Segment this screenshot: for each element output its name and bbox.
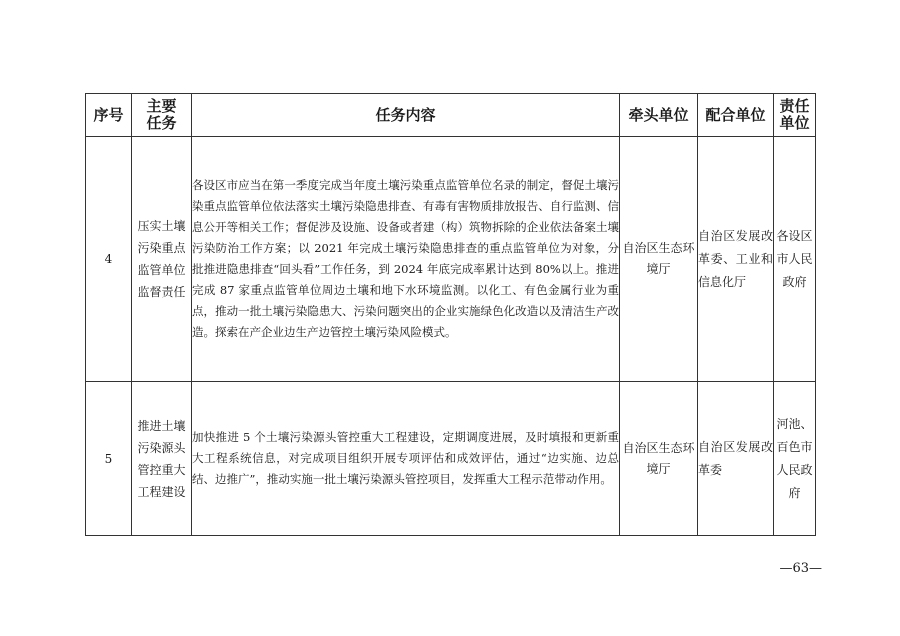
task-content: 各设区市应当在第一季度完成当年度土壤污染重点监管单位名录的制定，督促土壤污染重点监管单位依法落实土壤污染隐患排查、有毒有害物质排放报告、自行监测、信息公开等相关工作；督促涉及设施、设备或者建（构）筑物拆除的企业依法备案土壤污染防治工作方案；以 2021 年完成土壤污染隐患排查的重点监管单位为对象，分批推进隐患排查“回头看”工作任务，到 2024 年底完成率累计达到 80%以上。推进完成 87 家重点监管单位周边土壤和地下水环境监测。以化工、有色金属行业为重点，推动一批土壤污染隐患大、污染问题突出的企业实施绿色化改造以及清洁生产改造。探索在产企业边生产边管控土壤污染风险模式。 (192, 137, 620, 382)
header-lead: 牵头单位 (620, 94, 698, 137)
lead-unit: 自治区生态环境厅 (620, 137, 698, 382)
table-row (86, 382, 816, 536)
responsible-unit: 各设区市人民政府 (774, 137, 816, 382)
main-task: 推进土壤污染源头管控重大工程建设 (132, 382, 192, 536)
cooperating-unit: 自治区发展改革委 (698, 382, 774, 536)
lead-unit: 自治区生态环境厅 (620, 382, 698, 536)
header-no: 序号 (86, 94, 132, 137)
table-header-row (86, 94, 816, 137)
task-table (85, 93, 816, 536)
header-content: 任务内容 (192, 94, 620, 137)
row-number: 4 (86, 137, 132, 382)
task-content: 加快推进 5 个土壤污染源头管控重大工程建设，定期调度进展，及时填报和更新重大工程系统信息，对完成项目组织开展专项评估和成效评估，通过“边实施、边总结、边推广”，推动实施一批土壤污染源头管控项目，发挥重大工程示范带动作用。 (192, 382, 620, 536)
table-row (86, 137, 816, 382)
row-number: 5 (86, 382, 132, 536)
header-task: 主要任务 (132, 94, 192, 137)
header-resp: 责任单位 (774, 94, 816, 137)
header-coop: 配合单位 (698, 94, 774, 137)
responsible-unit: 河池、百色市人民政府 (774, 382, 816, 536)
page-number: —63— (779, 561, 822, 576)
cooperating-unit: 自治区发展改革委、工业和信息化厅 (698, 137, 774, 382)
main-task: 压实土壤污染重点监管单位监督责任 (132, 137, 192, 382)
